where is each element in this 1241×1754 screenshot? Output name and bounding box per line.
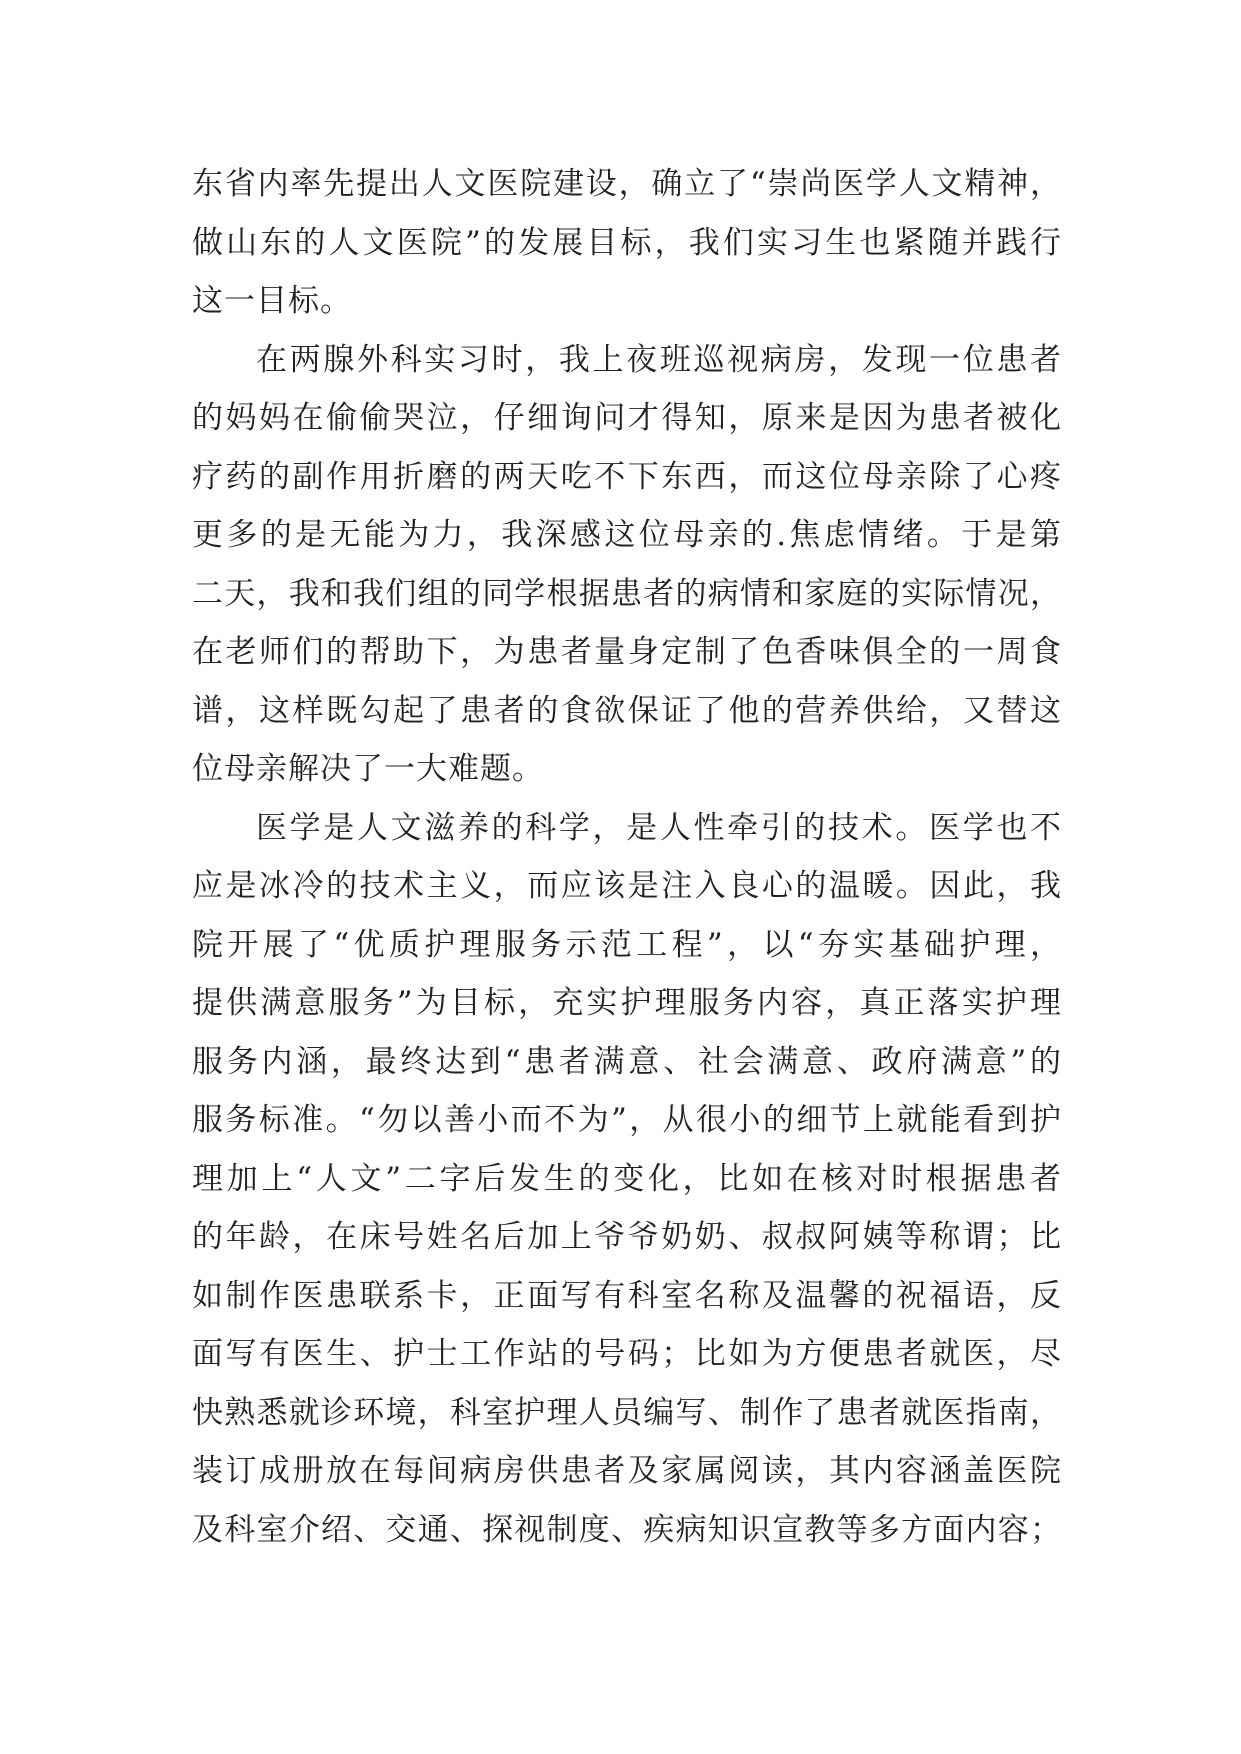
text-line: 应是冰冷的技术主义，而应该是注入良心的温暖。因此，我	[192, 868, 1062, 904]
paragraph-1	[192, 155, 1062, 331]
text-line: 东省内率先提出人文医院建设，确立了“崇尚医学人文精神，	[192, 166, 1062, 202]
text-line: 医学是人文滋养的科学，是人性牵引的技术。医学也不	[256, 809, 1062, 846]
paragraph-2	[192, 331, 1062, 799]
text-line: 服务内涵，最终达到“患者满意、社会满意、政府满意”的	[192, 1043, 1062, 1080]
paragraph-3	[192, 799, 1062, 1560]
text-line: 面写有医生、护士工作站的号码；比如为方便患者就医，尽	[192, 1336, 1062, 1372]
text-line: 的年龄，在床号姓名后加上爷爷奶奶、叔叔阿姨等称谓；比	[192, 1219, 1062, 1255]
text-line: 及科室介绍、交通、探视制度、疾病知识宣教等多方面内容；	[192, 1511, 1062, 1548]
text-line: 在两腺外科实习时，我上夜班巡视病房，发现一位患者	[256, 341, 1062, 378]
body-text	[192, 155, 1062, 1559]
text-line: 做山东的人文医院”的发展目标，我们实习生也紧随并践行	[192, 224, 1062, 261]
text-line: 提供满意服务”为目标，充实护理服务内容，真正落实护理	[192, 985, 1062, 1021]
text-line: 更多的是无能为力，我深感这位母亲的.焦虑情绪。于是第	[192, 517, 1062, 553]
text-line: 的妈妈在偷偷哭泣，仔细询问才得知，原来是因为患者被化	[192, 400, 1062, 436]
text-line: 疗药的副作用折磨的两天吃不下东西，而这位母亲除了心疼	[192, 458, 1062, 495]
text-line: 谱，这样既勾起了患者的食欲保证了他的营养供给，又替这	[192, 692, 1062, 729]
text-line: 快熟悉就诊环境，科室护理人员编写、制作了患者就医指南，	[192, 1394, 1062, 1431]
text-line: 装订成册放在每间病房供患者及家属阅读，其内容涵盖医院	[192, 1453, 1062, 1489]
text-line: 二天，我和我们组的同学根据患者的病情和家庭的实际情况，	[192, 575, 1062, 612]
text-line: 在老师们的帮助下，为患者量身定制了色香味俱全的一周食	[192, 634, 1062, 670]
text-line: 位母亲解决了一大难题。	[192, 751, 544, 787]
text-line: 这一目标。	[192, 283, 352, 319]
text-line: 如制作医患联系卡，正面写有科室名称及温馨的祝福语，反	[192, 1277, 1062, 1314]
text-line: 服务标准。“勿以善小而不为”，从很小的细节上就能看到护	[192, 1102, 1062, 1138]
text-line: 院开展了“优质护理服务示范工程”，以“夯实基础护理，	[192, 926, 1062, 963]
text-line: 理加上“人文”二字后发生的变化，比如在核对时根据患者	[192, 1160, 1062, 1197]
